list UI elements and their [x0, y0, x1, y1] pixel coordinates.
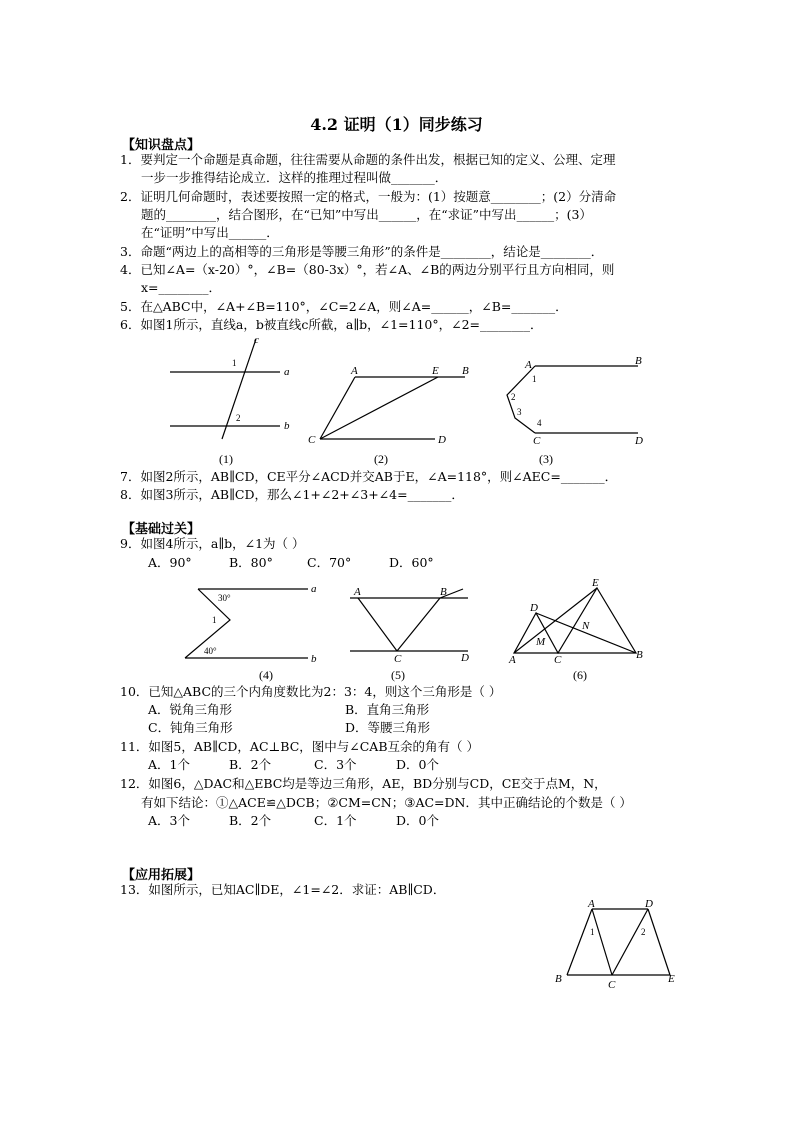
q1-line2: 一步一步推得结论成立．这样的推理过程叫做_______．	[141, 170, 448, 185]
fig13-label-C: C	[608, 979, 616, 991]
q12-option-b: B．2个	[229, 813, 272, 828]
q12-line1: 12．如图6，△DAC和△EBC均是等边三角形，AE，BD分别与CD，CE交于点M，N，	[120, 776, 607, 791]
q9-option-c: C．70°	[307, 555, 352, 570]
fig13-angle-2: 2	[641, 927, 646, 937]
fig2-caption: (2)	[374, 452, 388, 466]
q2-line1: 2．证明几何命题时，表述要按照一定的格式，一般为：(1）按题意________；(2）分清命	[120, 189, 617, 204]
q12-line2: 有如下结论：①△ACE≌△DCB；②CM=CN；③AC=DN．其中正确结论的个数是（ ）	[141, 795, 632, 810]
q3-line: 3．命题“两边上的高相等的三角形是等腰三角形”的条件是________，结论是________．	[120, 244, 604, 259]
fig3-label-A: A	[525, 359, 532, 371]
q10-option-c: C．钝角三角形	[148, 720, 233, 735]
fig1-caption: (1)	[219, 452, 233, 466]
q11-option-d: D．0个	[396, 757, 439, 772]
q12-option-d: D．0个	[396, 813, 439, 828]
fig2-label-B: B	[462, 365, 469, 377]
q4-line1: 4．已知∠A=（x-20）°，∠B=（80-3x）°，若∠A、∠B的两边分别平行且方向相同，则	[120, 262, 615, 277]
fig4-angle-30: 30°	[218, 593, 231, 603]
fig4-caption: (4)	[259, 668, 273, 682]
q2-line3: 在“证明”中写出______．	[141, 225, 279, 240]
q7-line: 7．如图2所示，AB∥CD，CE平分∠ACD并交AB于E，∠A=118°，则∠AEC=_______．	[120, 469, 618, 484]
figure-6	[505, 577, 675, 667]
section-knowledge: 【知识盘点】	[122, 138, 201, 153]
fig5-label-D: D	[461, 652, 469, 664]
fig5-label-B: B	[440, 586, 447, 598]
fig2-label-E: E	[432, 365, 439, 377]
q9-option-a: A．90°	[148, 555, 192, 570]
fig4-label-b: b	[311, 653, 317, 665]
figure-2	[305, 362, 485, 447]
fig13-label-B: B	[555, 973, 562, 985]
fig3-angle-3: 3	[517, 407, 522, 417]
fig4-label-a: a	[311, 583, 317, 595]
q9-option-d: D．60°	[389, 555, 434, 570]
fig4-angle-40: 40°	[204, 646, 217, 656]
figure-13	[550, 895, 685, 990]
fig3-angle-1: 1	[532, 374, 537, 384]
q10-stem: 10．已知△ABC的三个内角度数比为2：3：4，则这个三角形是（ ）	[120, 684, 502, 699]
fig1-label-c: c	[254, 334, 259, 346]
fig3-angle-2: 2	[511, 392, 516, 402]
q12-option-a: A．3个	[148, 813, 190, 828]
fig2-label-C: C	[308, 434, 316, 446]
q11-stem: 11．如图5，AB∥CD，AC⊥BC，图中与∠CAB互余的角有（ ）	[120, 739, 479, 754]
q13-line: 13．如图所示，已知AC∥DE，∠1=∠2．求证：AB∥CD．	[120, 882, 446, 897]
q2-line2: 题的________，结合图形，在“已知”中写出______，在“求证”中写出______；(3）	[141, 207, 592, 222]
fig6-label-B: B	[636, 649, 643, 661]
q11-option-c: C．3个	[314, 757, 357, 772]
section-basic: 【基础过关】	[122, 522, 201, 537]
q1-line1: 1．要判定一个命题是真命题，往往需要从命题的条件出发，根据已知的定义、公理、定理	[120, 152, 616, 167]
fig2-label-D: D	[438, 434, 446, 446]
fig3-caption: (3)	[539, 452, 553, 466]
q10-option-d: D．等腰三角形	[345, 720, 431, 735]
fig5-label-A: A	[354, 586, 361, 598]
q10-option-b: B．直角三角形	[345, 702, 430, 717]
q9-stem: 9．如图4所示，a∥b，∠1为（ ）	[120, 536, 305, 551]
fig1-label-b: b	[284, 420, 290, 432]
q4-line2: x=________．	[141, 280, 222, 295]
q8-line: 8．如图3所示，AB∥CD，那么∠1+∠2+∠3+∠4=_______．	[120, 487, 464, 502]
fig1-angle-2: 2	[236, 413, 241, 423]
q6-line: 6．如图1所示，直线a，b被直线c所截，a∥b，∠1=110°，∠2=________．	[120, 317, 543, 332]
figure-4	[180, 582, 330, 667]
fig6-caption: (6)	[573, 668, 587, 682]
fig6-label-N: N	[582, 620, 590, 632]
q10-option-a: A．锐角三角形	[148, 702, 233, 717]
q11-option-b: B．2个	[229, 757, 272, 772]
fig5-label-C: C	[394, 653, 402, 665]
q12-option-c: C．1个	[314, 813, 357, 828]
figure-5	[345, 585, 480, 670]
fig13-label-A: A	[588, 898, 595, 910]
fig1-angle-1: 1	[232, 358, 237, 368]
figure-1	[160, 335, 300, 445]
q9-option-b: B．80°	[229, 555, 273, 570]
fig6-label-E: E	[592, 577, 599, 589]
fig2-label-A: A	[351, 365, 358, 377]
fig13-label-D: D	[645, 898, 653, 910]
fig3-label-B: B	[635, 355, 642, 367]
fig6-label-C: C	[554, 654, 562, 666]
fig4-angle-1: 1	[212, 615, 217, 625]
figure-3	[495, 355, 655, 448]
fig6-label-A: A	[509, 654, 516, 666]
fig3-label-C: C	[533, 435, 541, 447]
fig13-angle-1: 1	[590, 927, 595, 937]
page-title: 4.2 证明（1）同步练习	[310, 115, 483, 134]
fig5-caption: (5)	[391, 668, 405, 682]
section-apply: 【应用拓展】	[122, 868, 201, 883]
q11-option-a: A．1个	[148, 757, 190, 772]
fig3-angle-4: 4	[537, 418, 542, 428]
fig1-label-a: a	[284, 366, 290, 378]
fig13-label-E: E	[668, 973, 675, 985]
fig6-label-M: M	[536, 636, 546, 648]
fig6-label-D: D	[530, 602, 538, 614]
fig3-label-D: D	[635, 435, 643, 447]
q5-line: 5．在△ABC中，∠A+∠B=110°，∠C=2∠A，则∠A=______，∠B=_______．	[120, 299, 568, 314]
